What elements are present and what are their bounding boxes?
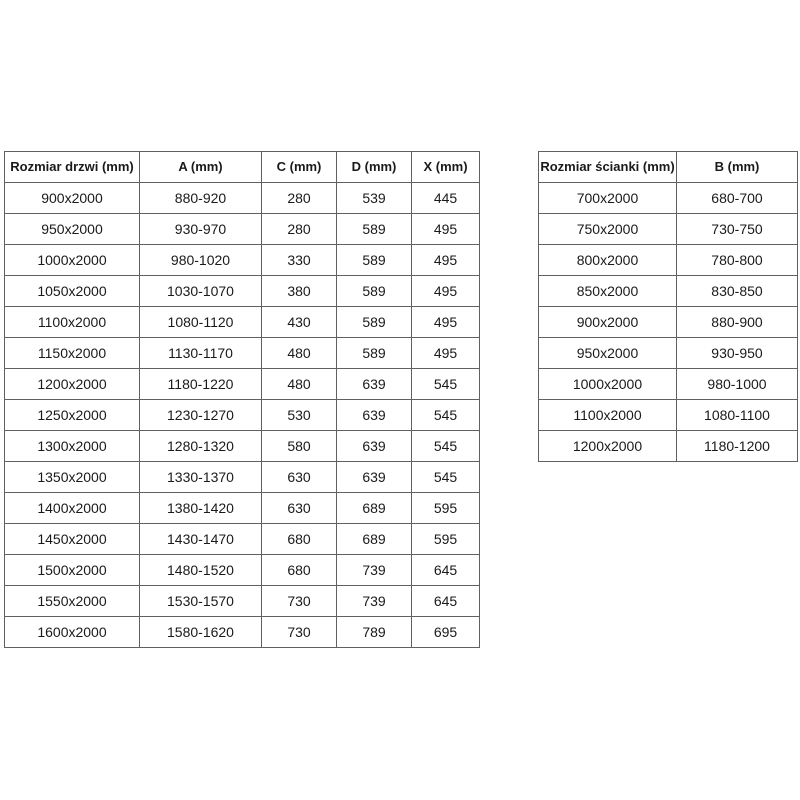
table-row (5, 369, 480, 400)
table-row (5, 276, 480, 307)
table-row (5, 307, 480, 338)
column-header: D (mm) (337, 152, 412, 183)
table-cell: 1000x2000 (5, 245, 140, 276)
table-row (5, 462, 480, 493)
table-cell: 850x2000 (539, 276, 677, 307)
table-cell: 739 (337, 586, 412, 617)
table-cell: 689 (337, 524, 412, 555)
table-cell: 495 (412, 276, 480, 307)
table-cell: 639 (337, 400, 412, 431)
table-cell: 480 (262, 369, 337, 400)
column-header: X (mm) (412, 152, 480, 183)
table-cell: 1180-1220 (140, 369, 262, 400)
table-cell: 1380-1420 (140, 493, 262, 524)
table-cell: 1330-1370 (140, 462, 262, 493)
table-cell: 1280-1320 (140, 431, 262, 462)
table-cell: 280 (262, 214, 337, 245)
table-cell: 780-800 (677, 245, 798, 276)
table-cell: 589 (337, 307, 412, 338)
table-row (5, 338, 480, 369)
table-row (5, 555, 480, 586)
table-cell: 900x2000 (5, 183, 140, 214)
table-cell: 1100x2000 (5, 307, 140, 338)
table-cell: 1350x2000 (5, 462, 140, 493)
table-cell: 950x2000 (5, 214, 140, 245)
table-row (5, 400, 480, 431)
table-cell: 789 (337, 617, 412, 648)
table-cell: 1450x2000 (5, 524, 140, 555)
table-cell: 495 (412, 214, 480, 245)
column-header: B (mm) (677, 152, 798, 183)
table-row (539, 276, 798, 307)
table-row (5, 245, 480, 276)
table-cell: 495 (412, 245, 480, 276)
table-cell: 630 (262, 493, 337, 524)
table-cell: 750x2000 (539, 214, 677, 245)
table-cell: 645 (412, 586, 480, 617)
table-cell: 630 (262, 462, 337, 493)
table-row (539, 214, 798, 245)
column-header: C (mm) (262, 152, 337, 183)
table-cell: 730 (262, 617, 337, 648)
table-cell: 695 (412, 617, 480, 648)
table-cell: 1300x2000 (5, 431, 140, 462)
table-cell: 730-750 (677, 214, 798, 245)
table-row (539, 369, 798, 400)
table-cell: 545 (412, 400, 480, 431)
table-cell: 595 (412, 493, 480, 524)
table-cell: 1000x2000 (539, 369, 677, 400)
table-cell: 1530-1570 (140, 586, 262, 617)
table-cell: 480 (262, 338, 337, 369)
table-cell: 539 (337, 183, 412, 214)
table-row (5, 524, 480, 555)
table-row (539, 400, 798, 431)
table-cell: 930-950 (677, 338, 798, 369)
table-cell: 880-920 (140, 183, 262, 214)
table-cell: 589 (337, 214, 412, 245)
column-header: Rozmiar drzwi (mm) (5, 152, 140, 183)
table-row (5, 493, 480, 524)
column-header: A (mm) (140, 152, 262, 183)
table-cell: 950x2000 (539, 338, 677, 369)
table-cell: 595 (412, 524, 480, 555)
table-cell: 645 (412, 555, 480, 586)
table-cell: 1400x2000 (5, 493, 140, 524)
table-cell: 739 (337, 555, 412, 586)
table-cell: 639 (337, 462, 412, 493)
table-cell: 445 (412, 183, 480, 214)
table-cell: 545 (412, 431, 480, 462)
table-cell: 689 (337, 493, 412, 524)
table-cell: 830-850 (677, 276, 798, 307)
table-cell: 589 (337, 245, 412, 276)
table-cell: 1200x2000 (539, 431, 677, 462)
table-row (539, 431, 798, 462)
table-cell: 1200x2000 (5, 369, 140, 400)
table-cell: 1430-1470 (140, 524, 262, 555)
table-cell: 1030-1070 (140, 276, 262, 307)
table-row (539, 245, 798, 276)
table-cell: 1050x2000 (5, 276, 140, 307)
table-cell: 930-970 (140, 214, 262, 245)
table-cell: 580 (262, 431, 337, 462)
table-cell: 545 (412, 369, 480, 400)
table-cell: 1150x2000 (5, 338, 140, 369)
table-cell: 589 (337, 276, 412, 307)
table-row (5, 431, 480, 462)
table-cell: 1600x2000 (5, 617, 140, 648)
table-cell: 545 (412, 462, 480, 493)
table-cell: 1080-1120 (140, 307, 262, 338)
table-cell: 1250x2000 (5, 400, 140, 431)
table-cell: 880-900 (677, 307, 798, 338)
table-cell: 980-1020 (140, 245, 262, 276)
table-cell: 1100x2000 (539, 400, 677, 431)
table-cell: 680 (262, 555, 337, 586)
walls-size-table (538, 151, 798, 462)
table-row (539, 183, 798, 214)
table-cell: 430 (262, 307, 337, 338)
table-cell: 639 (337, 369, 412, 400)
table-cell: 280 (262, 183, 337, 214)
table-row (5, 214, 480, 245)
table-row (5, 183, 480, 214)
table-row (539, 307, 798, 338)
table-cell: 700x2000 (539, 183, 677, 214)
table-cell: 495 (412, 338, 480, 369)
doors-size-table (4, 151, 480, 648)
table-cell: 1080-1100 (677, 400, 798, 431)
table-cell: 1180-1200 (677, 431, 798, 462)
table-cell: 380 (262, 276, 337, 307)
table-cell: 330 (262, 245, 337, 276)
table-cell: 639 (337, 431, 412, 462)
table-cell: 495 (412, 307, 480, 338)
table-cell: 589 (337, 338, 412, 369)
table-cell: 530 (262, 400, 337, 431)
table-cell: 1580-1620 (140, 617, 262, 648)
header-row (539, 152, 798, 183)
table-row (5, 586, 480, 617)
header-row (5, 152, 480, 183)
table-cell: 800x2000 (539, 245, 677, 276)
table-row (539, 338, 798, 369)
table-cell: 900x2000 (539, 307, 677, 338)
table-cell: 980-1000 (677, 369, 798, 400)
table-cell: 1500x2000 (5, 555, 140, 586)
table-cell: 680-700 (677, 183, 798, 214)
table-cell: 730 (262, 586, 337, 617)
table-row (5, 617, 480, 648)
column-header: Rozmiar ścianki (mm) (539, 152, 677, 183)
table-cell: 1550x2000 (5, 586, 140, 617)
table-cell: 1480-1520 (140, 555, 262, 586)
table-cell: 1230-1270 (140, 400, 262, 431)
table-cell: 1130-1170 (140, 338, 262, 369)
table-cell: 680 (262, 524, 337, 555)
